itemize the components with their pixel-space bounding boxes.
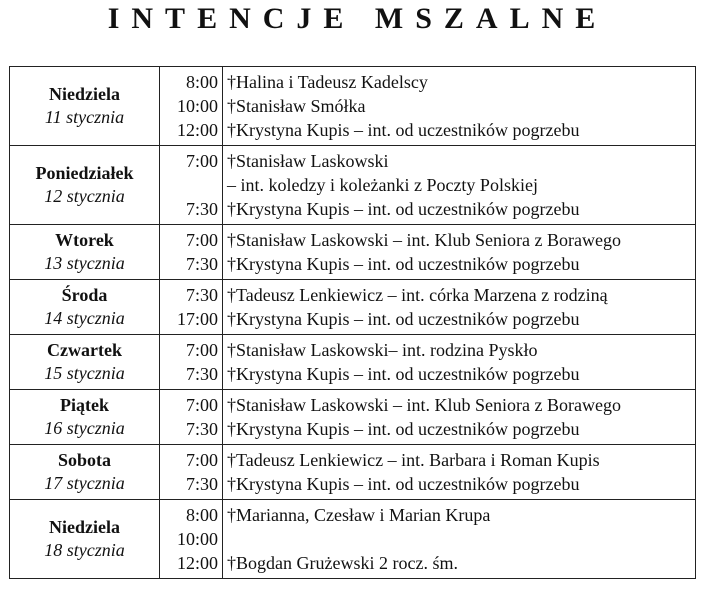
time-cell	[160, 225, 223, 280]
day-name: Czwartek	[47, 340, 122, 360]
intention-text: †Stanisław Laskowski – int. Klub Seniora z Borawego	[227, 395, 621, 415]
mass-time: 12:00	[176, 120, 218, 140]
intention-cell	[223, 390, 696, 445]
mass-time: 7:00	[185, 230, 218, 250]
mass-time: 7:00	[185, 450, 218, 470]
mass-time	[160, 173, 222, 197]
time-cell	[160, 335, 223, 390]
mass-time: 10:00	[176, 96, 218, 116]
mass-time: 7:00	[185, 395, 218, 415]
intention-cell	[223, 445, 696, 500]
day-cell	[10, 500, 160, 579]
day-cell	[10, 67, 160, 146]
table-row	[10, 225, 696, 280]
day-date: 13 stycznia	[44, 253, 125, 273]
time-cell	[160, 445, 223, 500]
table-row	[10, 335, 696, 390]
day-name: Sobota	[57, 450, 111, 470]
time-cell	[160, 390, 223, 445]
page-title: INTENCJE MSZALNE	[107, 2, 608, 35]
table-row	[10, 445, 696, 500]
table-row	[10, 146, 696, 225]
mass-intentions-table	[9, 66, 696, 579]
table-row	[10, 390, 696, 445]
day-cell	[10, 280, 160, 335]
mass-time: 7:30	[185, 419, 218, 439]
intention-text: †Krystyna Kupis – int. od uczestników pogrzebu	[227, 474, 580, 494]
day-date: 16 stycznia	[44, 418, 125, 438]
day-date: 12 stycznia	[44, 186, 125, 206]
day-name: Piątek	[60, 395, 109, 415]
intention-cell	[223, 500, 696, 579]
mass-time: 7:30	[185, 285, 218, 305]
day-date: 17 stycznia	[44, 473, 125, 493]
intention-text: †Krystyna Kupis – int. od uczestników pogrzebu	[227, 309, 580, 329]
intention-text: †Krystyna Kupis – int. od uczestników pogrzebu	[227, 419, 580, 439]
mass-time: 8:00	[185, 72, 218, 92]
intention-text: †Tadeusz Lenkiewicz – int. Barbara i Roman Kupis	[227, 450, 600, 470]
intention-text: †Marianna, Czesław i Marian Krupa	[227, 505, 491, 525]
day-date: 11 stycznia	[44, 107, 125, 127]
table-row	[10, 280, 696, 335]
day-cell	[10, 445, 160, 500]
day-cell	[10, 146, 160, 225]
day-name: Niedziela	[49, 517, 120, 537]
intention-cell	[223, 146, 696, 225]
mass-time: 7:30	[185, 254, 218, 274]
intention-text: †Bogdan Grużewski 2 rocz. śm.	[227, 553, 458, 573]
mass-time: 7:00	[185, 340, 218, 360]
intention-cell	[223, 67, 696, 146]
day-date: 18 stycznia	[44, 540, 125, 560]
intention-cell	[223, 225, 696, 280]
time-cell	[160, 280, 223, 335]
day-name: Niedziela	[49, 84, 120, 104]
mass-time: 8:00	[185, 505, 218, 525]
intention-text: †Halina i Tadeusz Kadelscy	[227, 72, 428, 92]
mass-time: 7:00	[185, 151, 218, 171]
intention-text: †Stanisław Laskowski	[227, 151, 389, 171]
day-cell	[10, 335, 160, 390]
intention-text: †Krystyna Kupis – int. od uczestników pogrzebu	[227, 199, 580, 219]
day-date: 14 stycznia	[44, 308, 125, 328]
time-cell	[160, 67, 223, 146]
mass-time: 12:00	[176, 553, 218, 573]
table-row	[10, 500, 696, 579]
intention-text: †Stanisław Smółka	[227, 96, 366, 116]
intention-cell	[223, 280, 696, 335]
intention-text: †Krystyna Kupis – int. od uczestników pogrzebu	[227, 364, 580, 384]
intention-text: †Stanisław Laskowski– int. rodzina Pyskło	[227, 340, 538, 360]
time-cell	[160, 146, 223, 225]
intention-cell	[223, 335, 696, 390]
table-row	[10, 67, 696, 146]
intention-text	[223, 527, 695, 551]
mass-time: 7:30	[185, 364, 218, 384]
day-name: Wtorek	[55, 230, 114, 250]
mass-time: 7:30	[185, 199, 218, 219]
intention-text: †Krystyna Kupis – int. od uczestników pogrzebu	[227, 254, 580, 274]
intention-text: †Stanisław Laskowski – int. Klub Seniora z Borawego	[227, 230, 621, 250]
mass-time: 17:00	[176, 309, 218, 329]
mass-time: 7:30	[185, 474, 218, 494]
day-name: Środa	[61, 285, 108, 305]
mass-time: 10:00	[176, 529, 218, 549]
day-date: 15 stycznia	[44, 363, 125, 383]
intention-text: †Tadeusz Lenkiewicz – int. córka Marzena z rodziną	[227, 285, 608, 305]
intention-text: †Krystyna Kupis – int. od uczestników pogrzebu	[227, 120, 580, 140]
intention-text: – int. koledzy i koleżanki z Poczty Polskiej	[227, 175, 538, 195]
time-cell	[160, 500, 223, 579]
day-cell	[10, 225, 160, 280]
day-cell	[10, 390, 160, 445]
day-name: Poniedziałek	[35, 163, 134, 183]
